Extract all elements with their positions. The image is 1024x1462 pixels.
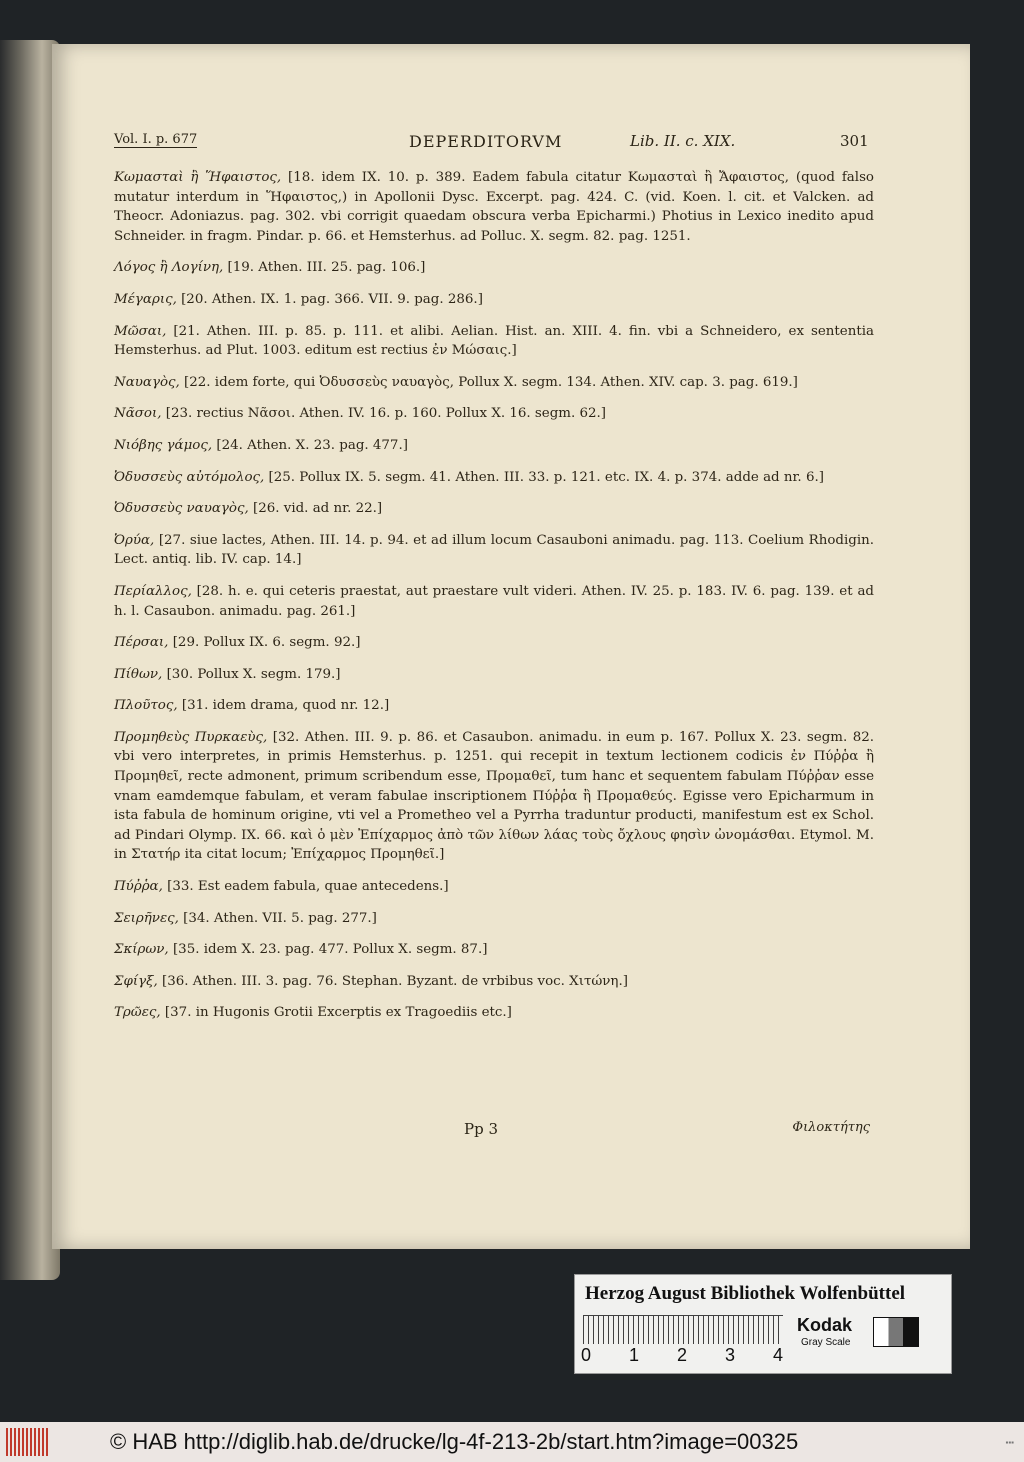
copyright-url[interactable]: © HAB http://diglib.hab.de/drucke/lg-4f-213-2b/start.htm?image=00325: [110, 1429, 799, 1454]
entry: [114, 696, 874, 716]
entry-lemma: Ναυαγὸς,: [114, 374, 180, 390]
entry: [114, 1003, 874, 1023]
left-page-edge: [0, 40, 60, 1280]
entry: [114, 909, 874, 929]
entry: [114, 665, 874, 685]
viewer-footer-bar: [0, 1422, 1024, 1462]
signature-mark: Pp 3: [464, 1120, 499, 1138]
entry-lemma: Περίαλλος,: [114, 583, 192, 599]
hab-logo-icon: [6, 1428, 48, 1456]
entry-lemma: Σφίγξ,: [114, 973, 158, 989]
entry: [114, 258, 874, 278]
entry: [114, 373, 874, 393]
entry: [114, 972, 874, 992]
entry-text: [30. Pollux X. segm. 179.]: [162, 666, 341, 682]
entry: [114, 404, 874, 424]
entry-text: [36. Athen. III. 3. pag. 76. Stephan. Byzant. de vrbibus voc. Χιτώνη.]: [157, 973, 628, 989]
kodak-logo: Kodak: [797, 1315, 853, 1335]
entry-text: [23. rectius Νᾶσοι. Athen. IV. 16. p. 160. Pollux X. 16. segm. 62.]: [161, 406, 607, 422]
entry-text: [18. idem IX. 10. p. 389. Eadem fabula citatur Κωμασταὶ ἢ Ἄφαιστος, (quod falso mutatur interdum in Ἥφαιστος,) in Apollonii Dysc. Excerpt. pag. 424. C. (vid. Koen. l. cit. et Valcken. ad Theocr. Adoniazus. pag. 302. vbi corrigit quaedam obscura verba Epicharmi.) Photius in Lexico inedito apud Schneider. in fragm. Pindar. p. 66. et Hemsterhus. ad Polluc. X. segm. 82. pag. 1251.: [114, 170, 874, 244]
entry-text: [34. Athen. VII. 5. pag. 277.]: [178, 910, 377, 926]
entry-text: [24. Athen. X. 23. pag. 477.]: [212, 437, 408, 453]
entry: [114, 877, 874, 897]
entry: [114, 436, 874, 456]
measurement-ruler: [583, 1315, 783, 1344]
page-header: [114, 132, 874, 158]
entry-text: [21. Athen. III. p. 85. p. 111. et alibi. Aelian. Hist. an. XIII. 4. fin. vbi a Schneidero, ex sententia Hemsterhus. ad Plut. 1003. editum est rectius ἐν Μώσαις.]: [114, 323, 874, 359]
entry-text: [29. Pollux IX. 6. segm. 92.]: [168, 635, 361, 651]
page-footer: [114, 1120, 874, 1144]
menu-dots-icon[interactable]: ▪▪▪: [1005, 1438, 1014, 1447]
entry-lemma: Νᾶσοι,: [114, 406, 162, 422]
entry-lemma: Προμηθεὺς Πυρκαεὺς,: [114, 729, 268, 745]
entry-lemma: Τρῶες,: [114, 1005, 161, 1021]
library-color-card: [574, 1274, 952, 1374]
entry-lemma: Κωμασταὶ ἢ Ἥφαιστος,: [114, 170, 282, 185]
entry-lemma: Μέγαρις,: [114, 291, 177, 307]
ruler-number: 2: [677, 1345, 688, 1365]
page-body: [114, 168, 874, 1035]
entry: [114, 499, 874, 519]
entry-text: [31. idem drama, quod nr. 12.]: [177, 698, 390, 714]
entry-text: [20. Athen. IX. 1. pag. 366. VII. 9. pag. 286.]: [176, 291, 483, 307]
library-name: Herzog August Bibliothek Wolfenbüttel: [585, 1283, 906, 1304]
ruler-number: 0: [581, 1345, 592, 1365]
entry-text: [22. idem forte, qui Ὀδυσσεὺς ναυαγὸς, Pollux X. segm. 134. Athen. XIV. cap. 3. pag. 619.]: [179, 374, 798, 390]
entry-text: [25. Pollux IX. 5. segm. 41. Athen. III. 33. p. 121. etc. IX. 4. p. 374. adde ad nr. 6.]: [264, 469, 824, 485]
page-number: 301: [840, 132, 869, 150]
book-page: [52, 44, 970, 1249]
entry-lemma: Ὀρύα,: [114, 532, 155, 548]
gray-scale-label: Gray Scale: [801, 1337, 851, 1348]
entry: [114, 582, 874, 621]
entry: [114, 168, 874, 246]
entry-lemma: Πίθων,: [114, 666, 163, 682]
volume-reference: Vol. I. p. 677: [114, 132, 198, 147]
entry-text: [28. h. e. qui ceteris praestat, aut praestare vult videri. Athen. IV. 25. p. 183. IV. 6. pag. 139. et ad h. l. Casaubon. animadu. pag. 261.]: [114, 583, 874, 619]
entry-text: [26. vid. ad nr. 22.]: [248, 501, 383, 517]
entry-lemma: Ὀδυσσεὺς ναυαγὸς,: [114, 501, 249, 517]
entry: [114, 468, 874, 488]
entry-lemma: Σκίρων,: [114, 942, 169, 958]
entry-text: [37. in Hugonis Grotii Excerptis ex Tragoediis etc.]: [160, 1005, 512, 1021]
entry-text: [27. siue lactes, Athen. III. 14. p. 94. et ad illum locum Casauboni animadu. pag. 113. Coelium Rhodigin. Lect. antiq. lib. IV. cap. 14.]: [114, 532, 874, 568]
entry-lemma: Σειρῆνες,: [114, 910, 179, 926]
entry-text: [35. idem X. 23. pag. 477. Pollux X. segm. 87.]: [168, 942, 488, 958]
entry-text: [32. Athen. III. 9. p. 86. et Casaubon. animadu. in eum p. 167. Pollux X. 23. segm. 82. vbi vero interpretes, in primis Hemsterhus. p. 1251. qui recepit in textum lectionem codicis ἐν Πύῤῥα ἢ Προμηθεῖ, recte admonent, primum scribendum esse, Προμαθεῖ, tum hanc et sequentem fabulam Πύῤῥαν esse vnam eamdemque fabulam, et veram fabulae inscriptionem Πύῤῥα ἢ Προμαθεύς. Egisse vero Epicharmum in ista fabula de hominum origine, vti vel a Prometheo vel a Pyrrha traduntur producti, manifestum est ex Schol. ad Pindari Olymp. IX. 66. καὶ ὁ μὲν Ἐπίχαρμος ἀπὸ τῶν λίθων λάας τοὺς ὄχλους φησὶν ὠνομάσθαι. Etymol. M. in Στατήρ ita citat locum; Ἐπίχαρμος Προμηθεῖ.]: [114, 729, 875, 863]
gray-scale-swatch: [873, 1317, 919, 1347]
entry: [114, 940, 874, 960]
ruler-number: 1: [629, 1345, 640, 1365]
entry-text: [19. Athen. III. 25. pag. 106.]: [223, 260, 426, 276]
ruler-numbers: [581, 1345, 791, 1367]
entry-lemma: Πέρσαι,: [114, 635, 169, 651]
entry-text: [33. Est eadem fabula, quae antecedens.]: [162, 879, 449, 895]
entry: [114, 322, 874, 361]
running-title: DEPERDITORVM: [409, 132, 563, 151]
entry-lemma: Πύῤῥα,: [114, 879, 163, 895]
ruler-number: 4: [773, 1345, 784, 1365]
entry-lemma: Νιόβης γάμος,: [114, 437, 213, 453]
entry: [114, 728, 874, 865]
book-reference: Lib. II. c. XIX.: [630, 132, 736, 150]
entry: [114, 531, 874, 570]
entry-lemma: Πλοῦτος,: [114, 698, 178, 714]
entry-lemma: Λόγος ἢ Λογίνη,: [114, 260, 224, 276]
entry: [114, 290, 874, 310]
catchword: Φιλοκτήτης: [792, 1120, 870, 1135]
ruler-number: 3: [725, 1345, 736, 1365]
entry: [114, 633, 874, 653]
entry-lemma: Ὀδυσσεὺς αὐτόμολος,: [114, 469, 265, 485]
entry-lemma: Μῶσαι,: [114, 323, 167, 339]
